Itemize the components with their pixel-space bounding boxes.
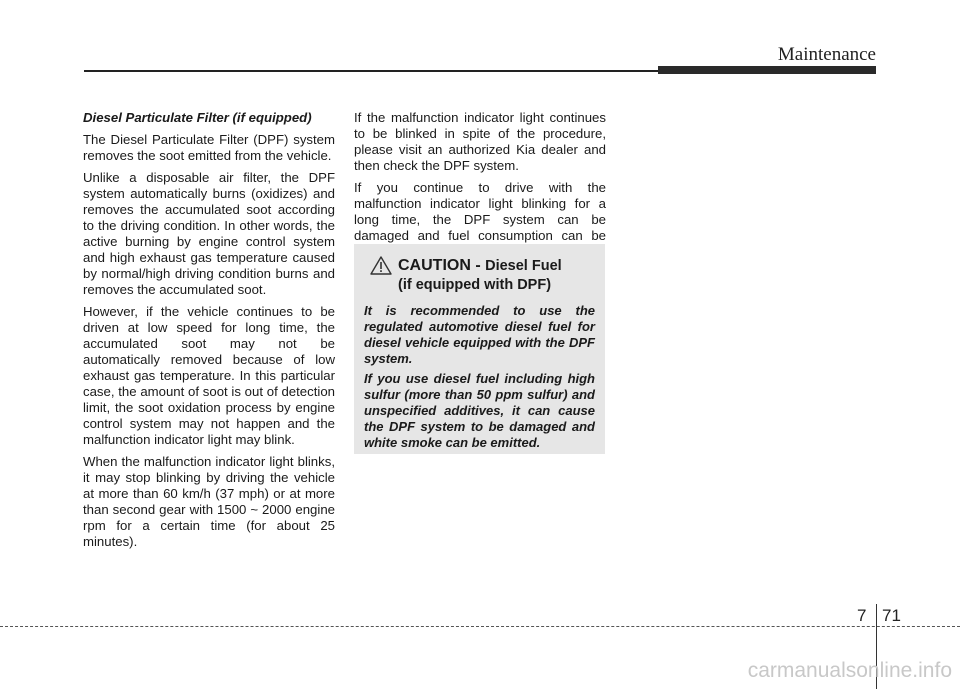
paragraph: Unlike a disposable air filter, the DPF system automatically burns (oxidizes) and removes the accumulated soot according to the driving condition. In other words, the active burning by engine control system and high exhaust gas temperature caused by normal/high driving condition burns and removes the accumulated soot. [83,170,335,297]
header-rule-accent [658,66,876,74]
footer-rule [0,626,960,627]
paragraph: When the malfunction indicator light blinks, it may stop blinking by driving the vehicle at more than 60 km/h (37 mph) or at more than second gear with 1500 ~ 2000 engine rpm for a certain time (for about 25 minutes). [83,454,335,549]
left-column [83,110,335,556]
caution-label: CAUTION - [398,257,486,274]
caution-paragraph: If you use diesel fuel including high sulfur (more than 50 ppm sulfur) and unspecified additives, it can cause the DPF system to be damaged and white smoke can be emitted. [364,371,595,450]
caution-body [364,303,595,451]
watermark: carmanualsonline.info [747,659,952,682]
caution-heading [364,256,595,295]
right-column [354,110,606,266]
caution-paragraph: It is recommended to use the regulated automotive diesel fuel for diesel vehicle equipped with the DPF system. [364,303,595,366]
page-number: 71 [882,606,901,625]
caution-box [354,244,605,454]
paragraph: If you continue to drive with the malfunction indicator light blinking for a long time, the DPF system can be damaged and fuel consumption can be [354,180,606,243]
paragraph: However, if the vehicle continues to be driven at low speed for long time, the accumulated soot may not be automatically removed because of low exhaust gas temperature. In this particular case, the amount of soot is out of detection limit, the soot oxidation process by engine control system may not happen and the malfunction indicator light may blink. [83,304,335,447]
section-heading: Diesel Particulate Filter (if equipped) [83,110,312,125]
warning-triangle-icon [370,256,392,280]
chapter-number: 7 [857,606,867,625]
caution-title: Diesel Fuel [485,258,562,274]
header-rule [84,70,684,72]
page-header-title: Maintenance [777,44,876,65]
paragraph: If the malfunction indicator light continues to be blinked in spite of the procedure, please visit an authorized Kia dealer and then check the DPF system. [354,110,606,173]
paragraph: The Diesel Particulate Filter (DPF) system removes the soot emitted from the vehicle. [83,132,335,163]
caution-subtitle: (if equipped with DPF) [398,277,552,293]
